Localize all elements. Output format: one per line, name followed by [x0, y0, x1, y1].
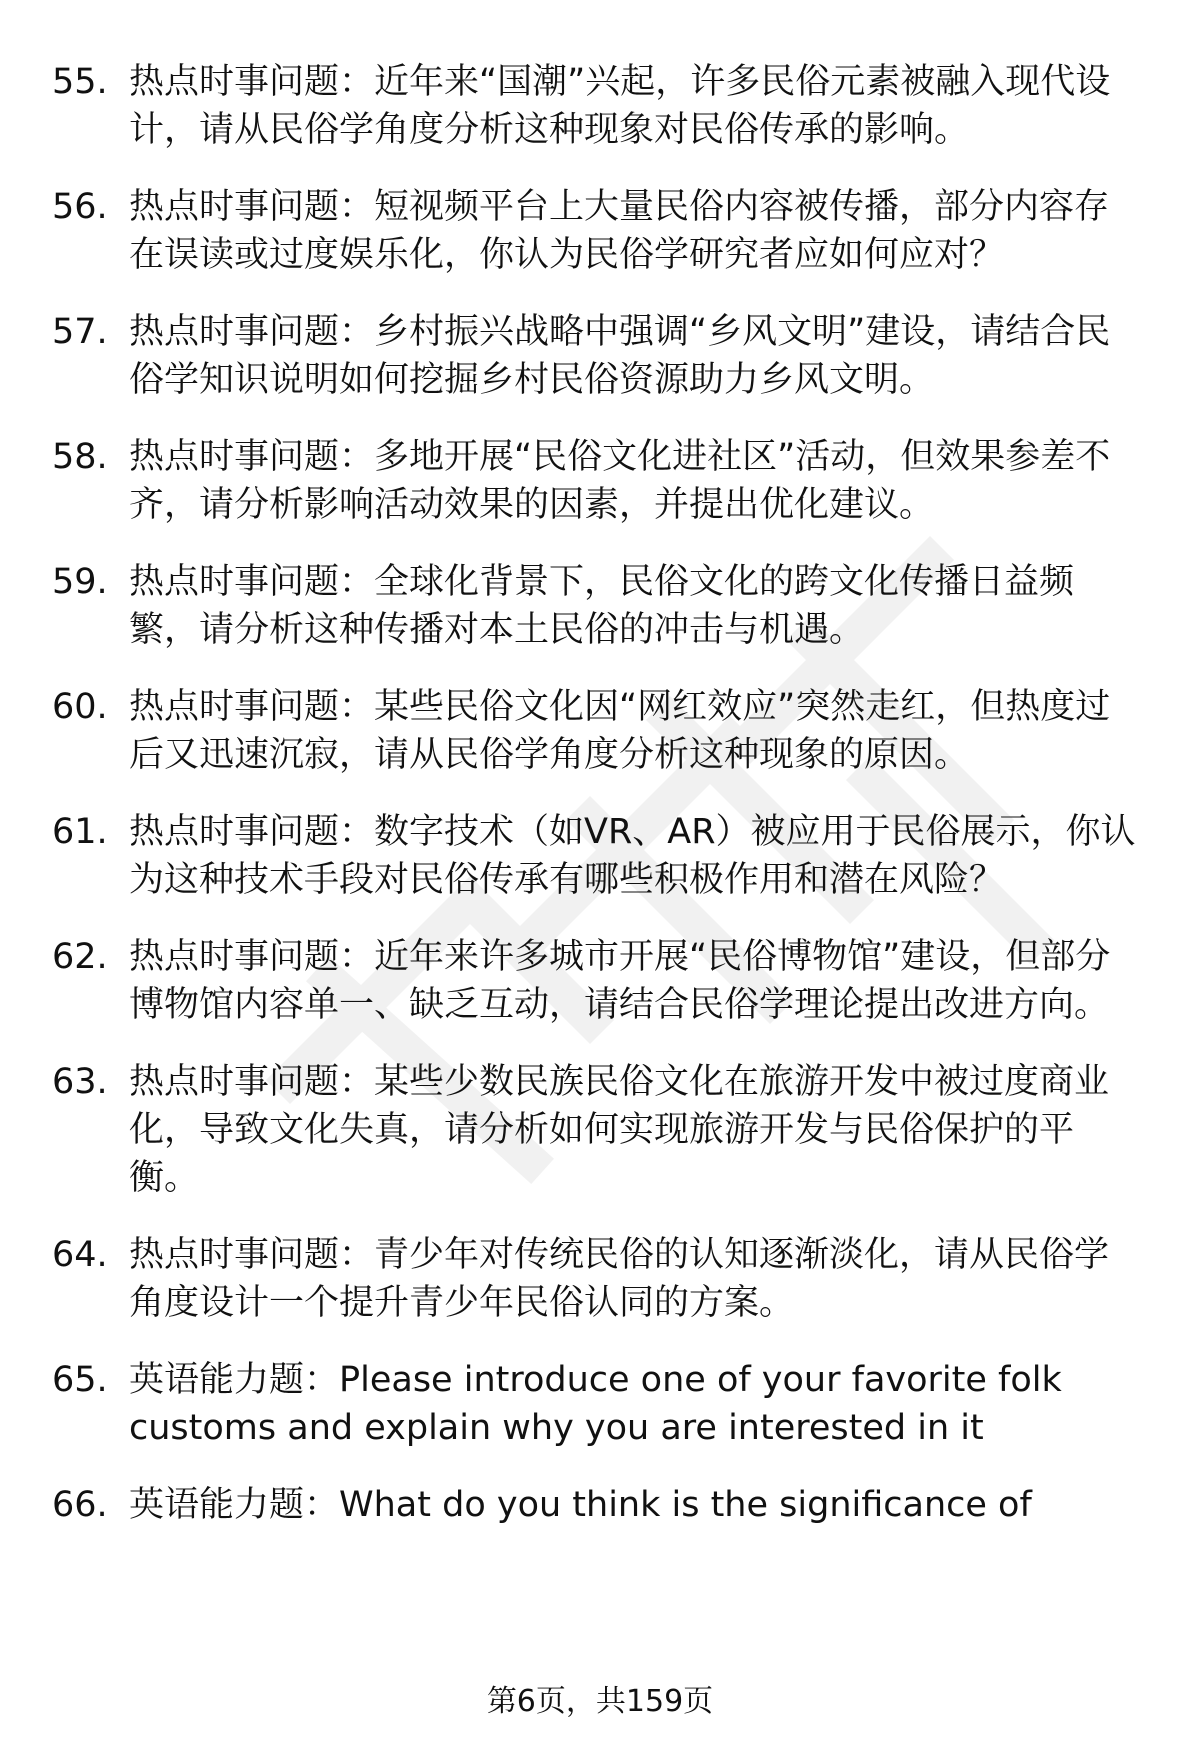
question-category: 英语能力题：: [129, 1360, 340, 1400]
question-category: 热点时事问题：: [129, 812, 375, 852]
question-body: [129, 308, 1142, 404]
question-list: [52, 58, 1142, 1558]
question-text: 乡村振兴战略中强调“乡风文明”建设，请结合民俗学知识说明如何挖掘乡村民俗资源助力乡风文明。: [129, 312, 1111, 400]
question-item: [52, 933, 1142, 1029]
question-body: [129, 1481, 1142, 1529]
question-text: 近年来“国潮”兴起，许多民俗元素被融入现代设计，请从民俗学角度分析这种现象对民俗传承的影响。: [129, 62, 1111, 150]
question-number: 64.: [52, 1235, 108, 1275]
question-number: 60.: [52, 687, 108, 727]
question-category: 热点时事问题：: [129, 937, 375, 977]
question-item: [52, 1481, 1142, 1529]
page-footer: [0, 1682, 1200, 1722]
question-body: [129, 183, 1142, 279]
question-body: [129, 1058, 1142, 1202]
question-category: 热点时事问题：: [129, 312, 375, 352]
question-number: 57.: [52, 312, 108, 352]
question-text: Please introduce one of your favorite folk customs and explain why you are interested in it: [129, 1360, 1062, 1448]
question-text: 多地开展“民俗文化进社区”活动，但效果参差不齐，请分析影响活动效果的因素，并提出优化建议。: [129, 437, 1111, 525]
question-category: 热点时事问题：: [129, 437, 375, 477]
question-item: [52, 1058, 1142, 1202]
question-number: 65.: [52, 1360, 108, 1400]
question-item: [52, 433, 1142, 529]
question-text: 某些民俗文化因“网红效应”突然走红，但热度过后又迅速沉寂，请从民俗学角度分析这种现象的原因。: [129, 687, 1111, 775]
question-item: [52, 1231, 1142, 1327]
question-category: 热点时事问题：: [129, 62, 375, 102]
question-item: [52, 808, 1142, 904]
question-number: 58.: [52, 437, 108, 477]
question-body: [129, 1356, 1142, 1452]
question-item: [52, 1356, 1142, 1452]
question-category: 热点时事问题：: [129, 1235, 375, 1275]
question-number: 61.: [52, 812, 108, 852]
question-body: [129, 558, 1142, 654]
question-category: 热点时事问题：: [129, 187, 375, 227]
question-item: [52, 308, 1142, 404]
page-number-label: 第6页，共159页: [486, 1684, 714, 1719]
question-body: [129, 933, 1142, 1029]
question-text: 某些少数民族民俗文化在旅游开发中被过度商业化，导致文化失真，请分析如何实现旅游开发与民俗保护的平衡。: [129, 1062, 1110, 1198]
question-category: 热点时事问题：: [129, 1062, 375, 1102]
question-item: [52, 58, 1142, 154]
question-body: [129, 1231, 1142, 1327]
question-text: 青少年对传统民俗的认知逐渐淡化，请从民俗学角度设计一个提升青少年民俗认同的方案。: [129, 1235, 1110, 1323]
question-text: 近年来许多城市开展“民俗博物馆”建设，但部分博物馆内容单一、缺乏互动，请结合民俗学理论提出改进方向。: [129, 937, 1111, 1025]
question-item: [52, 183, 1142, 279]
question-body: [129, 683, 1142, 779]
question-category: 英语能力题：: [129, 1485, 340, 1525]
question-number: 59.: [52, 562, 108, 602]
question-text: 短视频平台上大量民俗内容被传播，部分内容存在误读或过度娱乐化，你认为民俗学研究者应如何应对？: [129, 187, 1110, 275]
question-item: [52, 683, 1142, 779]
question-number: 62.: [52, 937, 108, 977]
question-number: 66.: [52, 1485, 108, 1525]
question-category: 热点时事问题：: [129, 687, 375, 727]
question-category: 热点时事问题：: [129, 562, 375, 602]
question-item: [52, 558, 1142, 654]
question-number: 56.: [52, 187, 108, 227]
question-body: [129, 58, 1142, 154]
question-number: 63.: [52, 1062, 108, 1102]
question-body: [129, 808, 1142, 904]
question-text: 数字技术（如VR、AR）被应用于民俗展示，你认为这种技术手段对民俗传承有哪些积极作用和潜在风险？: [129, 812, 1136, 900]
question-number: 55.: [52, 62, 108, 102]
question-body: [129, 433, 1142, 529]
question-text: 全球化背景下，民俗文化的跨文化传播日益频繁，请分析这种传播对本土民俗的冲击与机遇。: [129, 562, 1075, 650]
question-text: What do you think is the significance of: [339, 1485, 1032, 1525]
